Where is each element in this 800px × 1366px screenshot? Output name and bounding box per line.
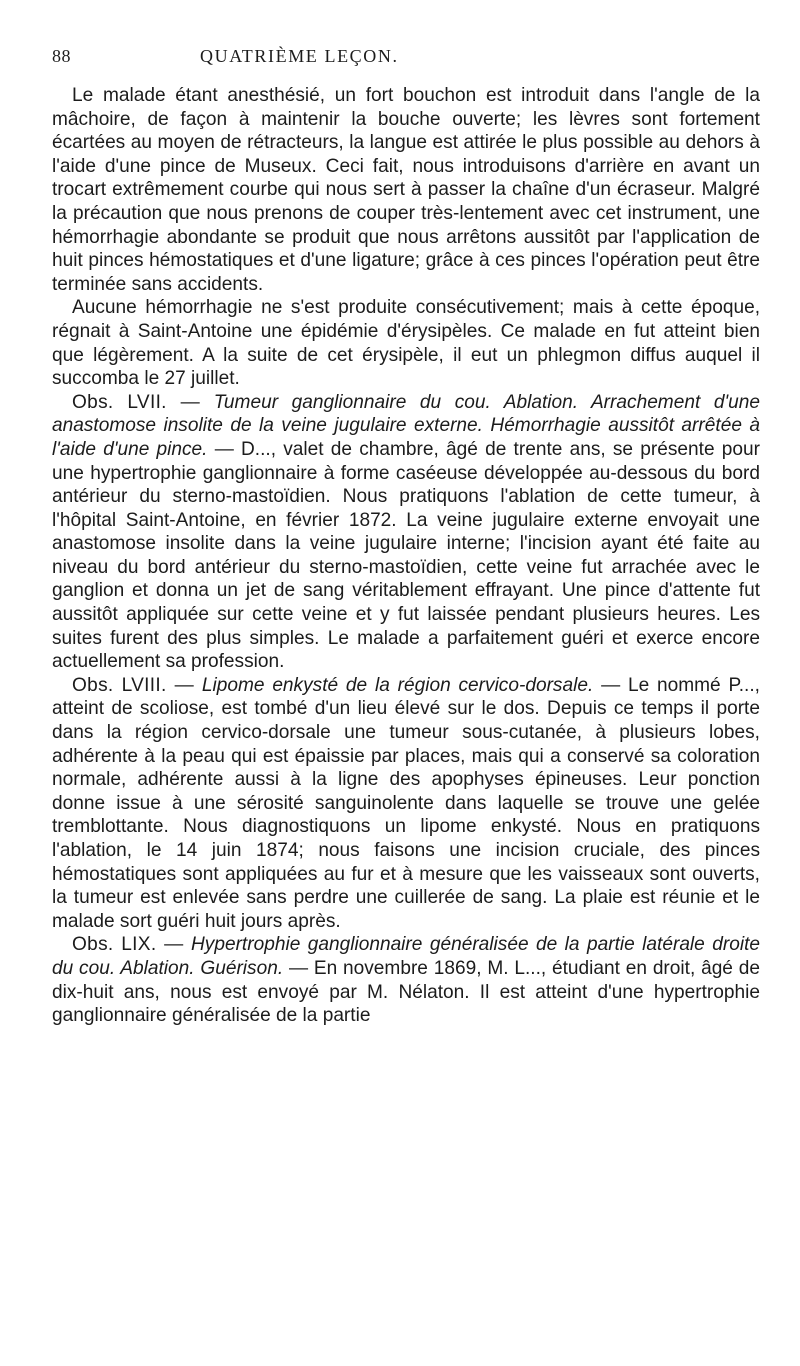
paragraph-text: Aucune hémorrhagie ne s'est produite consécutivement; mais à cette époque, régnait à Saint-Antoine une épidémie d'érysipèles. Ce malade en fut atteint bien que légèrement. A la suite de cet érysipèle, il eut un phlegmon diffus auquel il succomba le 27 juillet. — [52, 297, 760, 390]
paragraph-outcome — [52, 296, 760, 390]
observation-text: — D..., valet de chambre, âgé de trente ans, se présente pour une hypertrophie ganglionnaire à forme caséeuse développée au-dessous du bord antérieur du sterno-mastoïdien. Nous pratiquons l'ablation de cette tumeur, à l'hôpital Saint-Antoine, en février 1872. La veine jugulaire externe envoyait une anastomose insolite dans la veine jugulaire interne; l'incision ayant été faite au niveau du bord antérieur du sterno-mastoïdien, cette veine fut arrachée avec le ganglion et donna un jet de sang véritablement effrayant. Une pince d'attente fut aussitôt appliquée sur cette veine et y fut laissée pendant plusieurs heures. Les suites furent des plus simples. Le malade a parfaitement guéri et exerce encore actuellement sa profession. — [52, 438, 760, 673]
page-header — [52, 20, 760, 64]
observation-lix — [52, 933, 760, 1027]
page-number: 88 — [52, 46, 71, 66]
book-page — [52, 20, 760, 1028]
paragraph-text: Le malade étant anesthésié, un fort bouchon est introduit dans l'angle de la mâchoire, de façon à maintenir la bouche ouverte; les lèvres sont fortement écartées au moyen de rétracteurs, la langue est attirée le plus possible au dehors à l'aide d'une pince de Museux. Ceci fait, nous introduisons d'arrière en avant un trocart extrêmement courbe qui nous sert à passer la chaîne d'un écraseur. Malgré la précaution que nous prenons de couper très-lentement avec cet instrument, une hémorrhagie abondante se produit que nous arrêtons aussitôt par l'application de huit pinces hémostatiques et d'une ligature; grâce à ces pinces l'opération peut être terminée sans accidents. — [52, 85, 760, 295]
observation-label: Obs. LIX. — — [72, 934, 184, 956]
observation-label: Obs. LVIII. — — [72, 674, 195, 696]
running-head: QUATRIÈME LEÇON. — [200, 46, 399, 66]
observation-text: — Le nommé P..., atteint de scoliose, est tombé d'un lieu élevé sur le dos. Depuis ce temps il porte dans la région cervico-dorsale une tumeur sous-cutanée, à plusieurs lobes, adhérente à la peau qui est épaissie par places, mais qui a conservé sa coloration normale, adhérente aussi à la ligne des apophyses épineuses. Leur ponction donne issue à une sérosité sanguinolente dans laquelle se trouve une gelée tremblottante. Nous diagnostiquons un lipome enkysté. Nous en pratiquons l'ablation, le 14 juin 1874; nous faisons une incision cruciale, des pinces hémostatiques sont appliquées au fur et à mesure que les vaisseaux sont ouverts, la tumeur est enlevée sans perdre une cuillerée de sang. La plaie est réunie et le malade sort guéri huit jours après. — [52, 674, 760, 932]
observation-lviii — [52, 674, 760, 934]
observation-label: Obs. LVII. — — [72, 391, 201, 413]
observation-lvii — [52, 391, 760, 674]
observation-title: Tumeur ganglionnaire du cou. Ablation. Arrachement d'une anastomose insolite de la veine jugulaire externe. Hémorrhagie aussitôt arrêtée à l'aide d'une pince. — [52, 391, 760, 460]
body-text — [52, 84, 760, 1028]
observation-text: — En novembre 1869, M. L..., étudiant en droit, âgé de dix-huit ans, nous est envoyé par M. Nélaton. Il est atteint d'une hypertrophie ganglionnaire généralisée de la partie — [52, 957, 760, 1027]
paragraph-operation — [52, 84, 760, 296]
observation-title: Lipome enkysté de la région cervico-dorsale. — [201, 674, 594, 696]
observation-title: Hypertrophie ganglionnaire généralisée de la partie latérale droite du cou. Ablation. Guérison. — [52, 934, 760, 979]
